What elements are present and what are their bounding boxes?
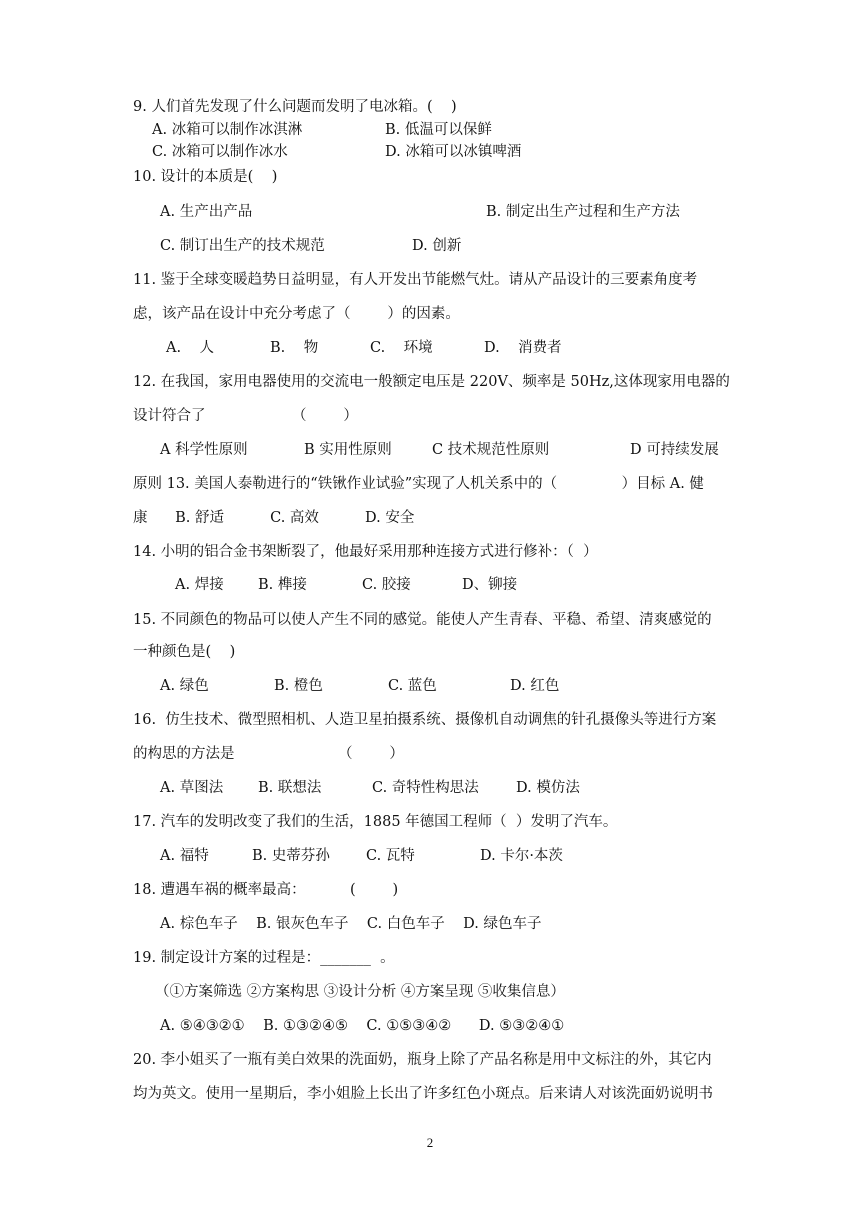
text-line: D. 卡尔·本茨 [480,848,563,864]
text-line: D. 模仿法 [516,780,580,796]
text-line: 12. 在我国，家用电器使用的交流电一般额定电压是 220V、频率是 50Hz,这体现家用电器的 [133,374,730,390]
text-line: D、铆接 [462,577,518,593]
text-line: C. 胶接 [362,577,411,593]
text-line: 19. 制定设计方案的过程是：_______ 。 [133,950,395,966]
text-line: C. 冰箱可以制作冰水 [152,144,288,160]
text-line: 设计符合了 [133,408,206,424]
text-line: A. 福特 [160,848,209,864]
text-line: 14. 小明的铝合金书架断裂了，他最好采用那种连接方式进行修补：（ ） [133,544,598,560]
text-line: 康 B. 舒适 C. 高效 D. 安全 [133,510,415,526]
text-line: A. 绿色 [160,678,209,694]
text-line: D. 红色 [510,678,560,694]
text-line: A. 焊接 [175,577,224,593]
text-line: 一种颜色是( ) [133,644,236,660]
text-line: D 可持续发展 [630,442,719,458]
text-line: C 技术规范性原则 [432,442,550,458]
text-line: 原则 13. 美国人泰勒进行的“铁锹作业试验”实现了人机关系中的（ ）目标 A. 健 [133,476,704,492]
text-line: A. ⑤④③②① B. ①③②④⑤ C. ①⑤③④② D. ⑤③②④① [160,1018,565,1034]
text-line: （①方案筛选 ②方案构思 ③设计分析 ④方案呈现 ⑤收集信息） [155,984,565,1000]
text-line: 9. 人们首先发现了什么问题而发明了电冰箱。( ) [133,99,457,115]
text-line: C. 蓝色 [388,678,437,694]
text-line: C. 瓦特 [366,848,415,864]
text-line: B. 制定出生产过程和生产方法 [486,204,680,220]
text-line: 17. 汽车的发明改变了我们的生活，1885 年德国工程师（ ）发明了汽车。 [133,814,618,830]
text-line: 20. 李小姐买了一瓶有美白效果的洗面奶，瓶身上除了产品名称是用中文标注的外，其它内 [133,1052,712,1068]
text-line: A. 棕色车子 B. 银灰色车子 C. 白色车子 D. 绿色车子 [160,916,542,932]
text-line: （ ） [338,746,404,762]
text-line: D. 创新 [412,238,462,254]
text-line: A. 人 [166,340,215,356]
text-line: A 科学性原则 [160,442,248,458]
text-line: A. 生产出产品 [160,204,253,220]
page-number: 2 [426,1135,434,1150]
text-line: 16. 仿生技术、微型照相机、人造卫星拍摄系统、摄像机自动调焦的针孔摄像头等进行方案 [133,712,717,728]
text-line: B. 榫接 [258,577,307,593]
text-line: C. 制订出生产的技术规范 [160,238,325,254]
text-line: D. 冰箱可以冰镇啤酒 [385,144,522,160]
text-line: ( ) [350,882,399,898]
text-line: B 实用性原则 [304,442,392,458]
text-line: D. 消费者 [484,340,562,356]
text-line: B. 低温可以保鲜 [385,122,492,138]
text-line: C. 环境 [370,340,433,356]
text-line: A. 草图法 [160,780,224,796]
text-line: 15. 不同颜色的物品可以使人产生不同的感觉。能使人产生青春、平稳、希望、清爽感觉的 [133,612,712,628]
text-line: 18. 遭遇车祸的概率最高： [133,882,306,898]
text-line: B. 橙色 [274,678,323,694]
text-line: 的构思的方法是 [133,746,235,762]
text-line: 虑，该产品在设计中充分考虑了（ ）的因素。 [133,306,460,322]
text-line: A. 冰箱可以制作冰淇淋 [152,122,303,138]
text-line: B. 联想法 [258,780,322,796]
text-line: B. 史蒂芬孙 [252,848,330,864]
text-line: 11. 鉴于全球变暖趋势日益明显，有人开发出节能燃气灶。请从产品设计的三要素角度考 [133,272,698,288]
text-line: 10. 设计的本质是( ) [133,169,278,185]
text-line: （ ） [292,408,358,424]
text-line: C. 奇特性构思法 [372,780,479,796]
text-line: B. 物 [270,340,319,356]
text-line: 均为英文。使用一星期后，李小姐脸上长出了许多红色小斑点。后来请人对该洗面奶说明书 [133,1086,713,1102]
